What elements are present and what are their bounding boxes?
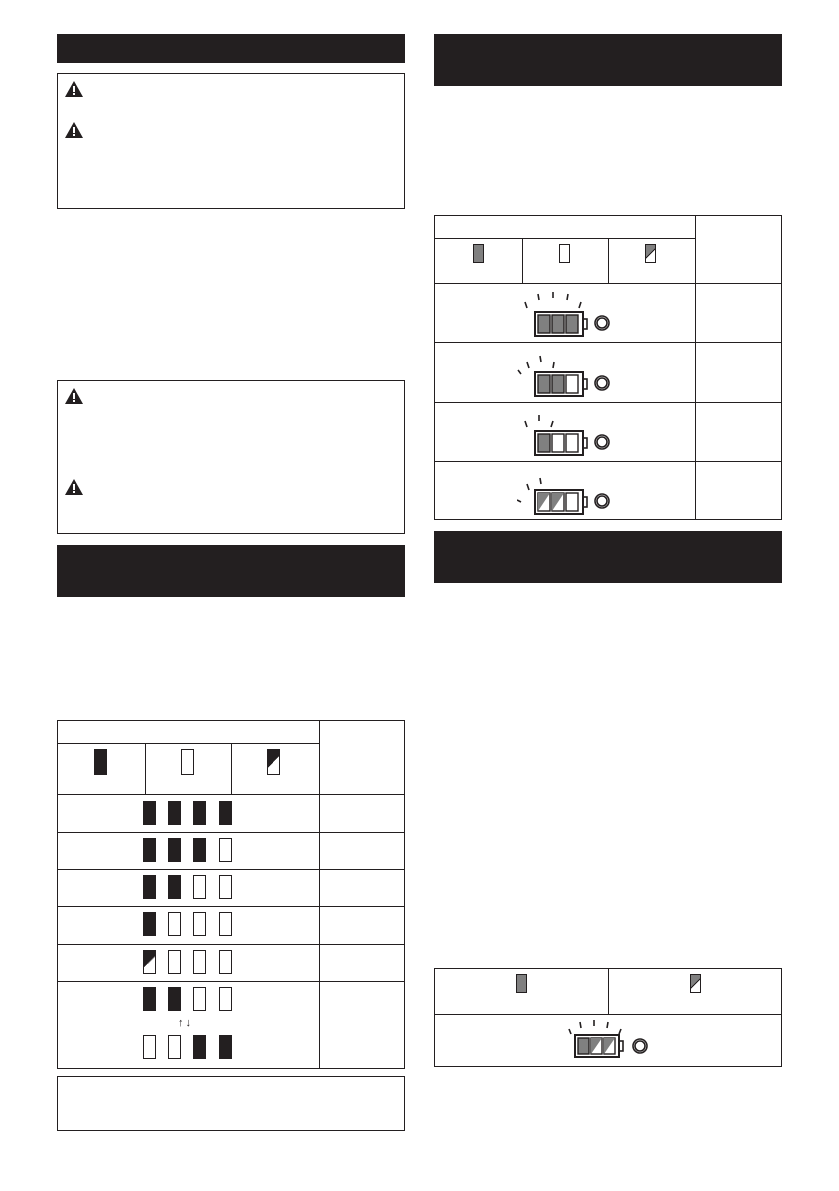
lamp-lit-icon <box>143 801 156 825</box>
lamp-lit-icon <box>168 875 181 899</box>
lamp-lit-icon <box>219 801 232 825</box>
table-rule <box>435 238 696 239</box>
lamp-off-icon <box>559 244 570 263</box>
warning-box <box>57 73 405 209</box>
lamp-off-icon <box>168 950 181 974</box>
lamp-lit-icon <box>168 801 181 825</box>
lamp-lit-icon <box>193 1035 206 1059</box>
lamp-lit-icon <box>168 987 181 1011</box>
table-rule <box>231 743 232 794</box>
battery-indicator-icon <box>517 466 617 518</box>
table-rule <box>435 461 781 462</box>
table-rule <box>608 969 609 1014</box>
lamp-off-icon <box>168 1035 181 1059</box>
battery-table <box>434 215 782 520</box>
table-rule <box>608 238 609 283</box>
table-rule <box>58 981 404 982</box>
section-heading-bar <box>434 531 782 583</box>
lamp-lit-icon <box>143 875 156 899</box>
lamp-lit-icon <box>193 838 206 862</box>
warning-box <box>57 380 405 534</box>
section-heading-bar <box>57 34 405 63</box>
table-rule <box>435 402 781 403</box>
table-rule <box>435 283 781 284</box>
lamp-blinking-icon <box>690 974 701 993</box>
lamp-lit-icon <box>473 244 484 263</box>
lamp-lit-icon <box>143 912 156 936</box>
toggle-arrows: ↑↓ <box>178 1017 193 1029</box>
lamp-off-icon <box>143 1035 156 1059</box>
lamp-off-icon <box>219 912 232 936</box>
lamp-off-icon <box>193 987 206 1011</box>
note-box <box>57 1076 405 1131</box>
battery-indicator-icon <box>517 288 617 340</box>
table-rule <box>319 721 320 1068</box>
status-table <box>434 968 782 1067</box>
table-rule <box>58 906 404 907</box>
table-rule <box>58 743 319 744</box>
table-rule <box>58 794 404 795</box>
lamp-off-icon <box>219 875 232 899</box>
lamp-lit-icon <box>143 838 156 862</box>
table-rule <box>58 944 404 945</box>
lamp-lit-icon <box>168 838 181 862</box>
warning-icon <box>65 388 83 404</box>
lamp-blinking-icon <box>267 749 280 775</box>
lamp-lit-icon <box>94 749 107 775</box>
lamp-off-icon <box>181 749 194 775</box>
lamp-blinking-icon <box>143 950 156 974</box>
lamp-lit-icon <box>219 1035 232 1059</box>
battery-indicator-icon <box>517 407 617 459</box>
lamp-lit-icon <box>516 974 527 993</box>
warning-icon <box>65 479 83 495</box>
lamp-off-icon <box>193 912 206 936</box>
table-rule <box>58 832 404 833</box>
table-rule <box>435 1014 781 1015</box>
lamp-off-icon <box>193 950 206 974</box>
indicator-table <box>57 720 405 1069</box>
lamp-blinking-icon <box>645 244 656 263</box>
lamp-off-icon <box>219 987 232 1011</box>
table-rule <box>435 342 781 343</box>
battery-blinking-icon <box>567 1017 653 1059</box>
section-heading-bar <box>434 34 782 86</box>
lamp-off-icon <box>219 838 232 862</box>
section-heading-bar <box>57 545 405 597</box>
battery-indicator-icon <box>517 348 617 400</box>
lamp-lit-icon <box>193 801 206 825</box>
lamp-off-icon <box>168 912 181 936</box>
table-rule <box>522 238 523 283</box>
table-rule <box>145 743 146 794</box>
warning-icon <box>65 81 83 97</box>
table-rule <box>695 216 696 519</box>
table-rule <box>58 869 404 870</box>
lamp-lit-icon <box>143 987 156 1011</box>
lamp-off-icon <box>219 950 232 974</box>
warning-icon <box>65 122 83 138</box>
lamp-off-icon <box>193 875 206 899</box>
